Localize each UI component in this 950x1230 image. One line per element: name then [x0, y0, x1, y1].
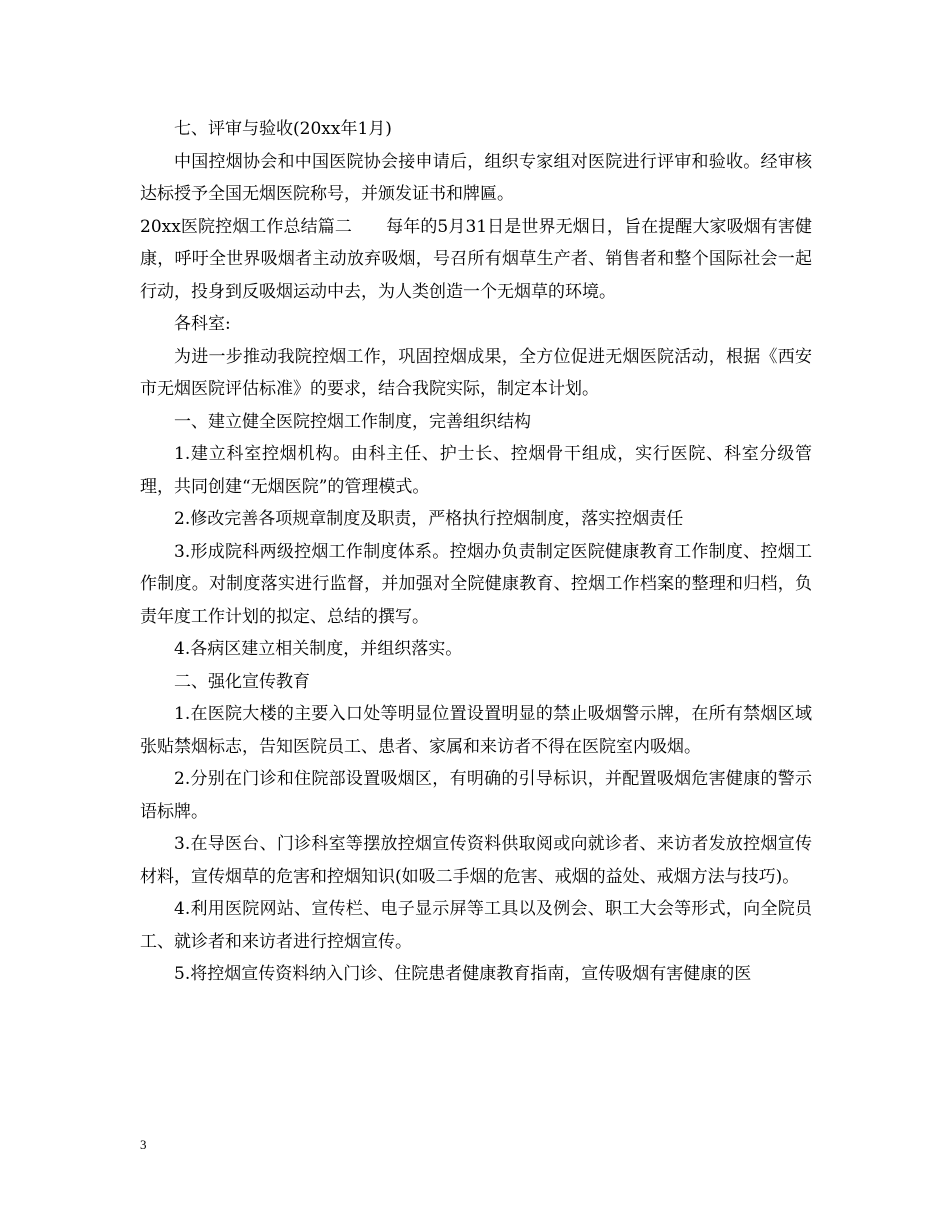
- document-body: [140, 113, 812, 991]
- list-item: 1.建立科室控烟机构。由科主任、护士长、控烟骨干组成，实行医院、科室分级管理，共同创建“无烟医院”的管理模式。: [140, 444, 812, 497]
- list-item: 3.形成院科两级控烟工作制度体系。控烟办负责制定医院健康教育工作制度、控烟工作制度。对制度落实进行监督，并加强对全院健康教育、控烟工作档案的整理和归档，负责年度工作计划的拟定、总结的撰写。: [140, 541, 812, 627]
- list-item: 1.在医院大楼的主要入口处等明显位置设置明显的禁止吸烟警示牌，在所有禁烟区域张贴禁烟标志，告知医院员工、患者、家属和来访者不得在医院室内吸烟。: [140, 704, 812, 757]
- section-heading-review: 七、评审与验收(20xx年1月): [174, 119, 392, 139]
- paragraph: 中国控烟协会和中国医院协会接申请后，组织专家组对医院进行评审和验收。经审核达标授予全国无烟医院称号，并颁发证书和牌匾。: [140, 151, 812, 204]
- list-item: 4.各病区建立相关制度，并组织落实。: [174, 639, 463, 659]
- list-item: 4.利用医院网站、宣传栏、电子显示屏等工具以及例会、职工大会等形式，向全院员工、就诊者和来访者进行控烟宣传。: [140, 899, 812, 952]
- section-heading: 二、强化宣传教育: [174, 671, 310, 692]
- page-number: 3: [140, 1137, 147, 1152]
- section-heading: 一、建立健全医院控烟工作制度，完善组织结构: [174, 411, 531, 432]
- list-item: 3.在导医台、门诊科室等摆放控烟宣传资料供取阅或向就诊者、来访者发放控烟宣传材料，宣传烟草的危害和控烟知识(如吸二手烟的危害、戒烟的益处、戒烟方法与技巧)。: [140, 834, 812, 887]
- salutation: 各科室:: [174, 314, 231, 334]
- list-item: 5.将控烟宣传资料纳入门诊、住院患者健康教育指南，宣传吸烟有害健康的医: [174, 964, 752, 984]
- paragraph: 为进一步推动我院控烟工作，巩固控烟成果，全方位促进无烟医院活动，根据《西安市无烟医院评估标准》的要求，结合我院实际，制定本计划。: [140, 346, 812, 399]
- list-item: 2.分别在门诊和住院部设置吸烟区，有明确的引导标识，并配置吸烟危害健康的警示语标牌。: [140, 769, 812, 822]
- list-item: 2.修改完善各项规章制度及职责，严格执行控烟制度，落实控烟责任: [174, 509, 684, 529]
- paragraph: 20xx医院控烟工作总结篇二 每年的5月31日是世界无烟日，旨在提醒大家吸烟有害健康，呼吁全世界吸烟者主动放弃吸烟，号召所有烟草生产者、销售者和整个国际社会一起行动，投身到反吸烟运动中去，为人类创造一个无烟草的环境。: [140, 216, 812, 302]
